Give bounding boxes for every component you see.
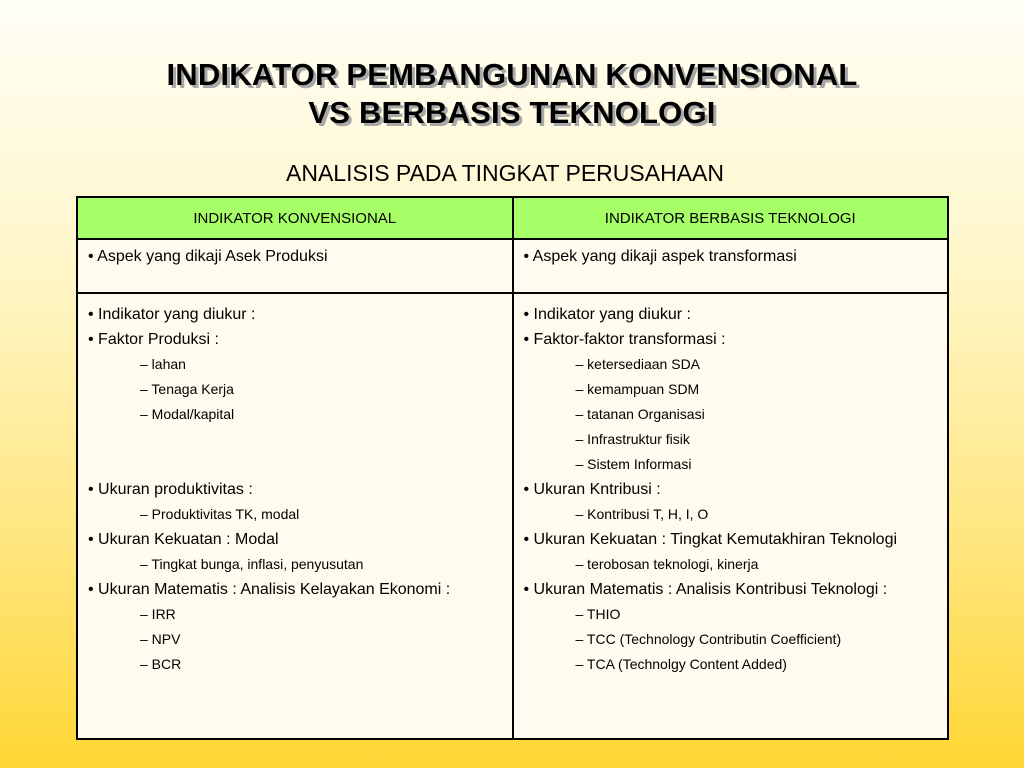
list-item: • Ukuran Kekuatan : Modal [88,531,279,548]
aspect-row [77,239,948,293]
title-line-2: VS BERBASIS TEKNOLOGI [308,95,716,130]
indicator-row [77,293,948,739]
sub-item: – kemampuan SDM [575,381,700,397]
sub-item: – tatanan Organisasi [575,406,705,422]
aspect-konvensional: • Aspek yang dikaji Asek Produksi [77,239,513,293]
indicators-konvensional [77,293,513,739]
list-item: • Faktor Produksi : [88,331,219,348]
sub-item: – Produktivitas TK, modal [140,506,300,522]
sub-item: – Infrastruktur fisik [575,431,690,447]
sub-item: – BCR [140,656,182,672]
sub-item: – Tingkat bunga, inflasi, penyusutan [140,556,364,572]
sub-item: – Tenaga Kerja [140,381,234,397]
list-item: • Indikator yang diukur : [523,306,691,323]
sub-item: – Sistem Informasi [575,456,692,472]
slide-title [0,56,1024,132]
list-item: • Ukuran Matematis : Analisis Kelayakan Ekonomi : [88,581,451,598]
list-item: • Ukuran Matematis : Analisis Kontribusi Teknologi : [523,581,888,598]
sub-item: – lahan [140,356,186,372]
sub-item: – Kontribusi T, H, I, O [575,506,709,522]
list-item: • Indikator yang diukur : [88,306,256,323]
comparison-table [76,196,949,740]
sub-item: – TCA (Technolgy Content Added) [575,656,787,672]
spacer [88,427,502,477]
sub-item: – THIO [575,606,621,622]
sub-item: – IRR [140,606,176,622]
sub-item: – terobosan teknologi, kinerja [575,556,759,572]
sub-item: – TCC (Technology Contributin Coefficient) [575,631,842,647]
list-item: • Ukuran Kekuatan : Tingkat Kemutakhiran Teknologi [523,531,898,548]
header-teknologi: INDIKATOR BERBASIS TEKNOLOGI [513,197,949,239]
list-item: • Ukuran Kntribusi : [523,481,661,498]
title-line-1: INDIKATOR PEMBANGUNAN KONVENSIONAL [166,57,858,92]
sub-item: – Modal/kapital [140,406,235,422]
slide-subtitle: ANALISIS PADA TINGKAT PERUSAHAAN [286,160,724,186]
header-konvensional: INDIKATOR KONVENSIONAL [77,197,513,239]
list-item: • Ukuran produktivitas : [88,481,253,498]
indicators-teknologi [513,293,949,739]
sub-item: – NPV [140,631,181,647]
sub-item: – ketersediaan SDA [575,356,701,372]
aspect-teknologi: • Aspek yang dikaji aspek transformasi [513,239,949,293]
list-item: • Faktor-faktor transformasi : [523,331,726,348]
header-row [77,197,948,239]
